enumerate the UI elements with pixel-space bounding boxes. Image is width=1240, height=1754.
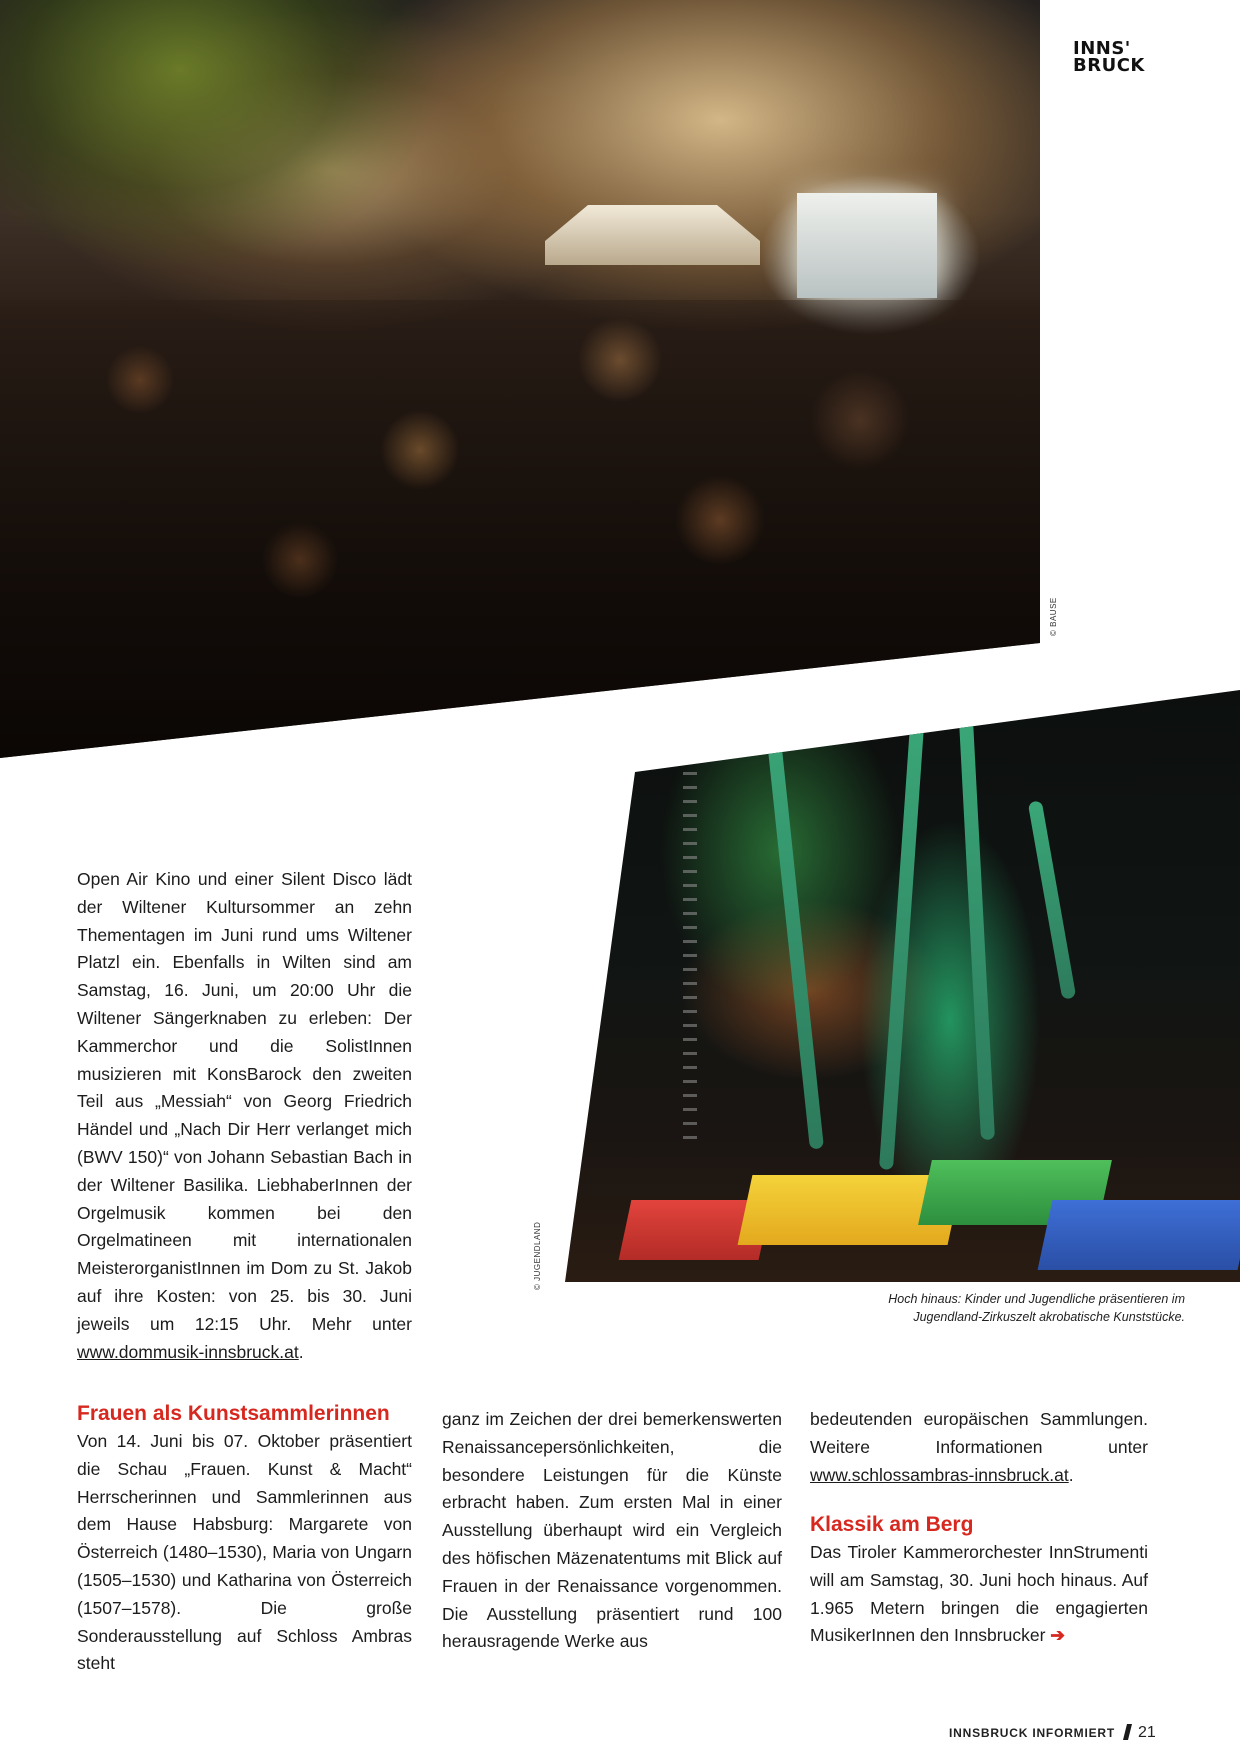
page-footer [949, 1724, 1156, 1742]
intro-text: Open Air Kino und einer Silent Disco lädt der Wiltener Kultursommer an zehn Thementagen im Juni rund ums Wiltener Platzl ein. Ebenfalls in Wilten sind am Samstag, 16. Juni, um 20:00 Uhr die Wiltener Sängerknaben zu erleben: Der Kammerchor und die SolistInnen musizieren mit KonsBarock den zweiten Teil aus „Messiah“ von Georg Friedrich Händel und „Nach Dir Herr verlanget mich (BWV 150)“ von Johann Sebastian Bach in der Wiltener Basilika. LiebhaberInnen der Orgelmusik kommen bei den Orgelmatineen mit internationalen MeisterorganistInnen im Dom zu St. Jakob auf ihre Kosten: von 25. bis 30. Juni jeweils um 12:15 Uhr. Mehr unter [77, 869, 412, 1334]
aerial-silk-left [764, 710, 824, 1149]
section-frauen-col2 [442, 1406, 782, 1656]
dommusik-link[interactable]: www.dommusik-innsbruck.at [77, 1341, 299, 1362]
logo-line1: INNS' [1073, 38, 1131, 59]
intro-paragraph [77, 866, 412, 1366]
intro-paragraph-block [77, 866, 412, 1366]
logo-line2: BRUCK [1073, 55, 1145, 76]
photo-caption [780, 1290, 1185, 1326]
section-frauen-col3 [810, 1406, 1148, 1489]
section-frauen-col1 [77, 1400, 412, 1678]
aerial-silk-loop [1028, 800, 1077, 999]
page-number: 21 [1138, 1724, 1156, 1741]
audience-crowd [0, 300, 1040, 760]
footer-label: INNSBRUCK INFORMIERT [949, 1726, 1115, 1740]
frauen-text-3: bedeutenden europäischen Sammlungen. Weitere Informationen unter [810, 1409, 1148, 1457]
circus-tent-photo [565, 690, 1240, 1282]
continue-arrow-icon: ➔ [1050, 1625, 1065, 1646]
aerial-silk-center [879, 710, 925, 1170]
aerial-silk-right [959, 720, 995, 1140]
tent-shape [545, 205, 760, 265]
section-klassik [810, 1511, 1148, 1650]
photo-credit-top: © BAUSE [1049, 597, 1058, 636]
caption-line-2: Jugendland-Zirkuszelt akrobatische Kunststücke. [913, 1310, 1185, 1324]
frauen-paragraph-1: Von 14. Juni bis 07. Oktober präsentiert die Schau „Frauen. Kunst & Macht“ Herrscherinnen und Sammlerinnen aus dem Hause Habsburg: Margarete von Österreich (1480–1530), Maria von Ungarn (1505–1530) und Katharina von Österreich (1507–1578). Die große Sonderausstellung auf Schloss Ambras steht [77, 1431, 412, 1674]
schlossambras-link[interactable]: www.schlossambras-innsbruck.at [810, 1464, 1069, 1485]
section-heading-frauen: Frauen als Kunstsammlerinnen [77, 1402, 390, 1425]
stage-truss [683, 730, 697, 1150]
frauen-end-3: . [1068, 1464, 1074, 1485]
section-heading-klassik: Klassik am Berg [810, 1513, 974, 1536]
caption-line-1: Hoch hinaus: Kinder und Jugendliche präsentieren im [888, 1292, 1185, 1306]
photo-credit-mid: © JUGENDLAND [533, 1221, 542, 1290]
footer-divider [1123, 1724, 1132, 1740]
klassik-text: Das Tiroler Kammerorchester InnStrumenti will am Samstag, 30. Juni hoch hinaus. Auf 1.965 Metern bringen die engagierten MusikerInnen den Innsbrucker [810, 1542, 1148, 1646]
frauen-paragraph-2: ganz im Zeichen der drei bemerkenswerten Renaissancepersönlichkeiten, die besondere Leistungen für die Künste erbracht haben. Zum ersten Mal in einer Ausstellung überhaupt wird ein Vergleich des höfischen Mäzenatentums mit Blick auf Frauen in der Renaissance vorgenommen. Die Ausstellung präsentiert rund 100 herausragende Werke aus [442, 1409, 782, 1652]
open-air-cinema-photo [0, 0, 1040, 760]
cinema-screen [797, 193, 937, 298]
frauen-paragraph-3 [810, 1406, 1148, 1489]
intro-end: . [298, 1341, 304, 1362]
mat-blue [1038, 1200, 1240, 1270]
innsbruck-logo [1073, 40, 1145, 74]
klassik-paragraph [810, 1539, 1148, 1650]
